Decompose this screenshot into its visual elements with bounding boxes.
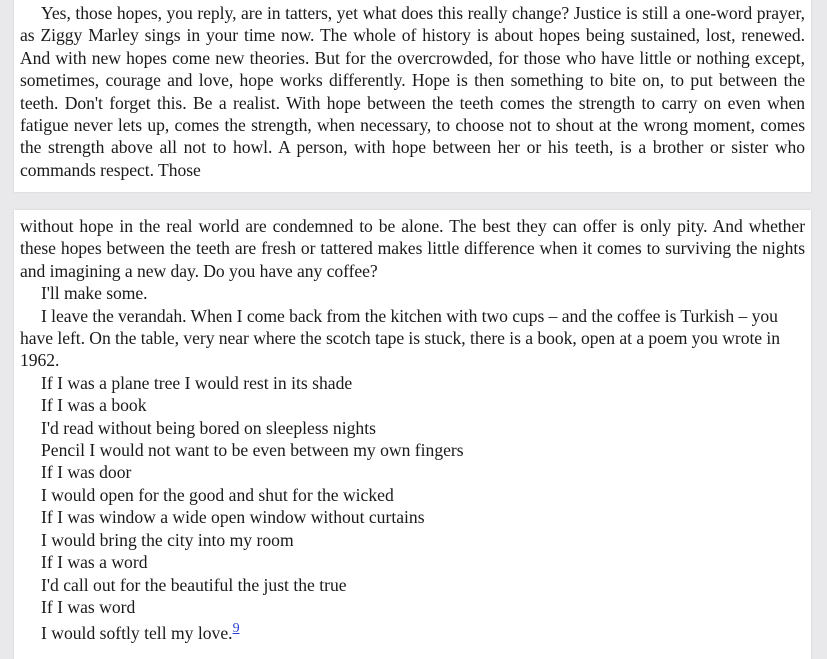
poem-line: If I was word	[41, 596, 136, 617]
footnote-link[interactable]: 9	[232, 621, 240, 637]
paragraph-hopes: Yes, those hopes, you reply, are in tatters, yet what does this really change? Justice is still a one-word prayer, as Ziggy Marley sings in your time now. The whole of history is about hopes being sustained, lost, renewed. And with new hopes come new theories. But for the overcrowded, for those who have little or nothing except, sometimes, courage and love, hope works differently. Hope is then something to bite on, to put between the teeth. Don't forget this. Be a realist. With hope between the teeth comes the strength to carry on even when fatigue never lets up, comes the strength, when necessary, to choose not to shout at the wrong moment, comes the strength above all not to howl. A person, with hope between her or his teeth, is a brother or sister who commands respect. Those	[20, 3, 805, 180]
paragraph-narration: I leave the verandah. When I come back from the kitchen with two cups – and the coffee is Turkish – you have left. On the table, very near where the scotch tape is stuck, there is a book, open at a poem you wrote in 1962.	[20, 305, 781, 371]
poem-line: I'd call out for the beautiful the just the true	[41, 574, 347, 595]
poem-line-text: I would softly tell my love.	[41, 623, 233, 644]
poem-line: I'd read without being bored on sleepless nights	[41, 417, 376, 438]
page-top	[14, 0, 811, 192]
poem-line: If I was a plane tree I would rest in its shade	[41, 372, 353, 393]
poem-line: If I was door	[41, 462, 132, 483]
paragraph-reply: I'll make some.	[41, 283, 148, 304]
poem-line: I would open for the good and shut for the wicked	[41, 484, 394, 505]
poem	[20, 372, 805, 645]
poem-line: Pencil I would not want to be even between my own fingers	[41, 440, 464, 461]
poem-line-last	[20, 622, 805, 644]
poem-line: If I was a word	[41, 552, 148, 573]
poem-line: If I was a book	[41, 395, 147, 416]
page-bottom	[14, 210, 811, 659]
paragraph-continuation: without hope in the real world are condemned to be alone. The best they can offer is only pity. And whether these hopes between the teeth are fresh or tattered makes little difference when it comes to surviving the nights and imagining a new day. Do you have any coffee?	[20, 216, 805, 281]
poem-line: If I was window a wide open window without curtains	[41, 507, 425, 528]
poem-line: I would bring the city into my room	[41, 529, 294, 550]
